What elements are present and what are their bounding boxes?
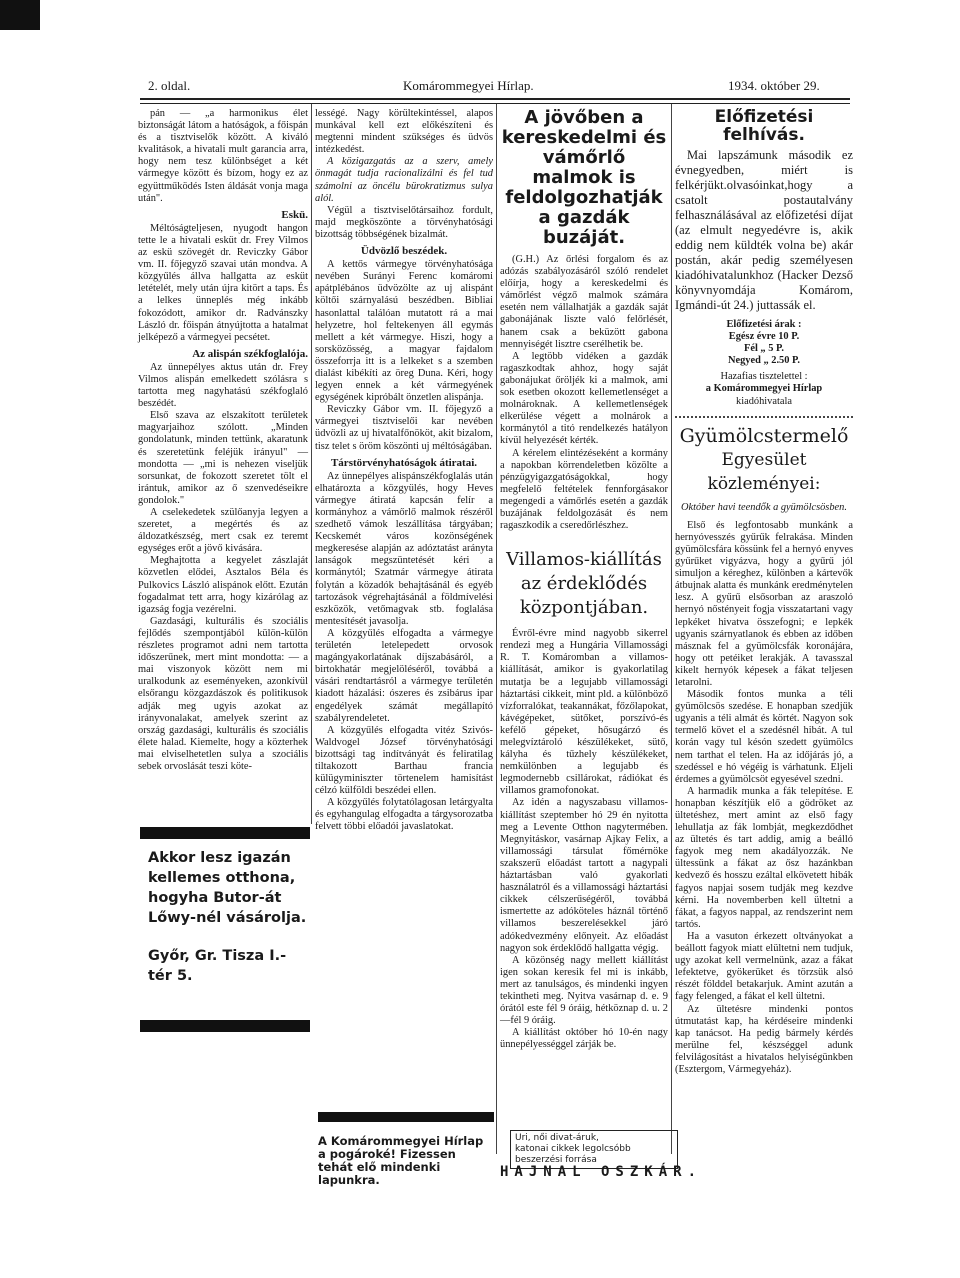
paragraph: A kiállítást október hó 10-én nagy ünnepélyességgel zárják be.	[500, 1027, 668, 1051]
page-number: 2. oldal.	[148, 78, 191, 93]
ad-line: kellemes otthona,	[148, 870, 296, 886]
column-divider-1	[311, 104, 312, 824]
paragraph: Első szava az elszakított területek magyarjaihoz szólott. „Minden gondolatunk, minden tettünk, akaratunk és szeretetünk feléjük irányul" — mondotta — „mi is nehezen viseljük sorsunkat, de fokozott szeretet tölt el irántuk, amikor az ő szenvedéseikre gondolok."	[138, 410, 308, 506]
ad-line: Akkor lesz igazán	[148, 850, 291, 866]
section-heading-esku: Eskü.	[281, 208, 308, 221]
paragraph: Végül a tisztviselőtársaihoz fordult, majd megköszönte a törvényhatósági bizottság többségének bizalmát.	[315, 204, 493, 240]
paragraph-italic: A közigazgatás az a szerv, amely önmagát tudja racionalizálni és fel tud számolni az öncélu bürokratizmus sulya alól.	[315, 156, 493, 204]
paragraph: A kérelem elintézéseként a kormány a napokban körrendeletben közölte a pénzügyigazgatóságokkal, hogy megfelelő feltételek fennforgásakor megengedi a vámőrlés esetén a gazdák buzájának feldolgozását és nem ragaszkodik a cseredőrlészhez.	[500, 447, 668, 532]
subscription-headline: Előfizetési felhívás.	[714, 107, 814, 145]
price-half: Fél „ 5 P.	[743, 343, 785, 355]
subscribe-notice: A Komárommegyei Hírlap a pogároké! Fizessen tehát elő mindenki lapunkra.	[318, 1134, 484, 1187]
paragraph: A közönség nagy mellett kiállítást igen sokan keresik fel mi is inkább, mert az tanulságos, és mindenki ingyen tekintheti meg. Nyitva vasárnap d. e. 9 órától este fél 9 óráig, hétköznap d. u. 2—fél 9 óráig.	[500, 954, 668, 1027]
paragraph: lességé. Nagy körültekintéssel, alapos munkával kell ezt előkészíteni és megtenni mindent szükséges és üdvös intézkedést.	[315, 108, 493, 156]
ad-line: beszerzési forrása	[515, 1155, 597, 1165]
paragraph: Méltóságteljesen, nyugodt hangon tette le a hivatali esküt dr. Frey Vilmos az eskü szövegét dr. Reviczky Gábor vm. II. főjegyző szavai után mondva. A közgyűlés állva hallgatta az esküt letételét, mely után újra kitört a taps. És a lelkes ünneplés még inkább fokozódott, amikor dr. Radvánszky László dr. főispán átnyújtotta a hatalmat jelképező a vármegyei pecsétet.	[138, 222, 308, 343]
section-heading-udvozlo: Üdvözlő beszédek.	[360, 245, 448, 258]
gyumolcs-headline-1: Gyümölcstermelő	[679, 424, 849, 447]
section-divider	[675, 412, 853, 418]
paragraph: Mai lapszámunk második ez évnegyedben, miért is felkérjükt.olvasóinkat,hogy a csatolt postautalvány felhasználásával az előfizetési díjat (az elmult negyedévre is, akik eddig nem küldték volna be) akár postán, akár pedig személyesen kiadóhivatalunkhoz (Hacker Dezső könyvnyomdája Komárom, Igmándi-út 24.) juttassák el.	[675, 148, 853, 312]
section-heading-tarstorveny: Társtörvényhatóságok átiratai.	[330, 456, 478, 469]
paragraph: Az ünnepélyes alispánszékfoglalás után elhatározta a közgyülés, hogy Heves vármegye átiratá kapcsán felír a kormányhoz a vámőrlő malmok részéről szedhető vámok leszállítása tárgyában; Kecskemét város kozönségének megkeresése alapján az adóztatást arányta lanságok megszüntetését kéri a kormánytól; Szatmár vármegye átirata folytán a közadók behajtásánál és egyéb tartozások végrehajtásánál a földmívelési eszközök, vetőmagvak stb. foglalása mentesítését javasolja.	[315, 470, 493, 627]
paragraph: Második fontos munka a téli gyümölcsös szedése. E honapban szedjük ugyanis a téli almát és körtét. Nagyon sok termelő követ el a szedésnél hibát. A tul korán vagy tul késón szedett gyümölcs nem tarthat el telen. Ha az időjárás jó, a szedéssel e hó végéig is várhatunk. Eljeli érdemes a gyümölcsöt egyesével szedni.	[675, 689, 853, 785]
scan-corner-mark	[0, 0, 40, 30]
price-year: Egész évre 10 P.	[728, 331, 800, 343]
gyumolcs-headline-2: Egyesület közleményei:	[707, 449, 821, 494]
hajnal-oszkar-name: HAJNAL OSZKÁR.	[500, 1164, 703, 1180]
paragraph: A kettős vármegye törvényhatósága nevében Surányi Ferenc komáromi apátplébános üdvözölte az uj alispánt költői szárnyalású beszédben. Bibliai hasonlattal találóan mutatott rá a mai helyzetre, hol feltekenyen áll egymás mellett a két vármegye. Hiszi, hogy a sorsközösség, a magyar fajdalom összeforrja itt is a lelkeket s a szemben dialást kibékíti az öreg Duna. Kéri, hogy legyen ennek a két vármegyének egységének kipróbált önzetlen alispánja.	[315, 259, 493, 404]
ad-line: katonai cikkek legolcsóbb	[515, 1144, 631, 1154]
paragraph: Az ünnepélyes aktus után dr. Frey Vilmos alispán emelkedett szólásra s tartotta meg nagyhatású székfoglaló beszédét.	[138, 361, 308, 410]
paragraph: Meghajtotta a kegyelet zászlaját közvetlen elődei, Asztalos Béla és Pulkovics László alispánok előtt. Ezután fogadalmat tett arra, hogy kizárólag az igazság fogja vezérelni.	[138, 555, 308, 615]
newspaper-title: Komárommegyei Hírlap.	[403, 78, 534, 93]
prices-title: Előfizetési árak :	[726, 319, 802, 330]
article-headline-villamos: Villamos-kiállítás az érdeklődés központjában.	[506, 549, 662, 619]
butor-advertisement	[148, 848, 310, 986]
column-1	[138, 108, 308, 773]
article-headline-malmok: A jövőben a kereskedelmi és vámőrlő malmok is feldolgozhatják a gazdák buzáját.	[501, 107, 667, 248]
ad-address: Győr, Gr. Tisza I.-tér 5.	[148, 948, 287, 984]
column-2	[315, 108, 493, 834]
paragraph: A közgyűlés folytatólagosan letárgyalta és egyhangulag elfogadta a tárgysorozatba felvett többi előadói javaslatokat.	[315, 797, 493, 833]
ad-top-bar	[140, 827, 310, 839]
section-heading-alispan: Az alispán székfoglalója.	[192, 347, 308, 360]
gyumolcs-subtitle: Október havi teendők a gyümölcsösben.	[681, 501, 847, 513]
paragraph: A harmadik munka a fák telepítése. E honapban készítjük elő a gödröket az ültetéshez, mert amint az első fagy lehullatja az fák lombját, megkezdődhet az ültetés és tart addig, amig a beálló fagyok meg nem akadályozzák. Ne ültessünk a fákat az ősz hazánkban kedvező és hosszu ezáltal elkövetett hibák fagyos napjai sosem tudják meg kezdve kérni. Ha novemberben kell ültetni a fákat, a fagyos nappal, az rendszerint nem tartós.	[675, 785, 853, 930]
paragraph: Reviczky Gábor vm. II. főjegyző a vármegyei tisztviselői kar nevében üdvözli az uj hivatalfőnököt, akit bizalom, tisz telet s öröm köszönti uj méltóságában.	[315, 404, 493, 452]
page-header	[148, 78, 848, 100]
paragraph: Első és legfontosabb munkánk a hernyóvesszés gyűrűk felrakása. Minden gyümölcsfára kössünk fel a hernyó enyves gyűrűket vigyázva, hogy a gyűrű jól simuljon a kéreghez, különben a kártevők átbujnak alatta és munkánk eredménytelen lesz. A gyűrű elsősorban az araszoló hernyó nőstényeit fogja visszatartani vagy lepkéket hivatva összefogni; e lepkék ugyanis szárnyatlanok és ebben az időben másznak fel a gyümölcsfák koronájára, hogy ott petéiket lerakják. A tavasszal kikelt hernyók képesek a fákat teljesen letarolni.	[675, 519, 853, 688]
column-4	[675, 108, 853, 1076]
publisher-office-line: kiadóhivatala	[736, 395, 792, 407]
ad-line: hogyha Butor-át	[148, 890, 282, 906]
column-divider-3	[671, 104, 672, 1154]
regards-line: Hazafias tisztelettel :	[720, 371, 808, 383]
paragraph: Évről-évre mind nagyobb sikerrel rendezi meg a Hungária Villamossági R. T. Komáromban a villamos-kiállítását, amikor is gyakorlatilag mutatja be a legujabb villamossági háztartási cikkeit, mint pld. a különböző vízforralókat, teakannákat, főzőlapokat, kávégépeket, sütőket, porszívó-és kefélő gépeket, hősugárzó és melegvíztároló készülékeket, sütő, kályha és tűzhely készülékeket, nemkülönben a legujabb és legmodernebb csillárokat, rádiókat és villamos gramofonokat.	[500, 628, 668, 797]
ad-line: Uri, női divat-áruk,	[515, 1133, 599, 1143]
header-rule	[140, 98, 850, 104]
column-3	[500, 108, 668, 1051]
subscribe-bar	[318, 1112, 494, 1122]
issue-date: 1934. október 29.	[728, 78, 820, 93]
paragraph: Gazdasági, kulturális és szociális fejlődés szempontjából külön-külön részletes programot adni nem tartotta időszerűnek, mert mint mondotta: — a mai viszonyok között nem mi uralkodunk az eseményeken, azonkívül elsőrangu közgazdászok és politikusok adják meg ugyis azokat az irányvonalakat, amelyek szerint az ország gazdasági, kulturális és szociális élete halad. Kiemelte, hogy a közterhek mai elviselhetetlen sulya a szociális sebek orvoslását teszi köte-	[138, 615, 308, 772]
ad-line: Lőwy-nél vásárolja.	[148, 910, 307, 926]
paragraph: A cselekedetek szülőanyja legyen a szeretet, a megértés és az áldozatkészség, mert csak ez teremt egységes erőt a jövő kivására.	[138, 507, 308, 555]
paragraph: (G.H.) Az őrlési forgalom és az adózás szabályozásáról szóló rendelet előírja, hogy a kereskedelmi és vámőrlést végző malmok számára esetén nem vállalhatják a gazdák saját gabonájának liszte való felőrlését, hanem csak a beküzött gabona mennyiségét lisztre cserélhetik be.	[500, 254, 668, 350]
paragraph: pán — „a harmonikus élet biztonságát látom a hatóságok, a főispán és a tisztviselők között. A kiváló kvalitások, a hivatali mult garancia arra, hogy nem tesz különbséget a két vármegye között és bízom, hogy ez az együttműködés Isten áldását vonja maga után".	[138, 108, 308, 204]
paragraph: A közgyűlés elfogadta vitéz Szivós-Waldvogel József törvényhatósági bizottsági tag indítványát és feliratilag tiltakozott Barthau francia külügyminiszter törtenelem hamisítást célzó külföldi beszédei ellen.	[315, 724, 493, 797]
price-quarter: Negyed „ 2.50 P.	[727, 355, 801, 367]
paragraph: Az idén a nagyszabasu villamos-kiállítást szeptember hó 29 én nyitotta meg a Levente Otthon nagytermében. Megnyitáskor, vasárnap Ajkay Felix, a villamossági társulat főmérnöke szakszerű előadást tartott a nagypali háztartásban való gyakorlati használatról és a villamossági háztartási cikkek célszerűségéről, továbbá ismertette az adóköteles háznál történő villamos beszerelésekkel járó adókedvezmény előnyeit. Az előadást nagyon sok érdeklődő hallgatta végig.	[500, 797, 668, 954]
paragraph: A legtöbb vidéken a gazdák ragaszkodtak ahhoz, hogy saját gabonájukat őröljék ki a malmok, ami sok esetben okozott kellemetlenséget a molnároknak. A kellemetlenségek elkerülése végett a molnárok a kormánytól a titó rendelkezés hatályon kívül helyezését kérték.	[500, 350, 668, 447]
paragraph: Az ültetésre mindenki pontos útmutatást kap, ha kérdéseire mindenki kap tanácsot. Ha pedig bármely kérdés merülne fel, készséggel adunk felvilágosítást a hivatalos helyiségünkben (Esztergom, Vármegyeház).	[675, 1003, 853, 1075]
paragraph: Ha a vasuton érkezett oltványokat a beállott fagyok miatt elültetni nem tudjuk, ugy azokat kell vermelnünk, azaz a fákat lefektetve, gyökerüket és törzsük alsó részét földdel betakarjuk. Amint azután a fagy felenged, a fákat el kell ültetni.	[675, 930, 853, 1003]
paragraph: A közgyűlés elfogadta a vármegye területén letelepedett orvosok magángyakorlatának díjszabásáról, a birtokhatár megjelöléséről, továbbá a vásári rendtartásról a vármegye területén kiadott házalási: ószeres és zsibárus ipar engedélyek számát megállapító szabályrendeletet.	[315, 627, 493, 724]
ad-bottom-bar	[140, 1020, 310, 1032]
column-divider-2	[496, 104, 497, 1154]
publisher-line: a Komárommegyei Hírlap	[705, 383, 823, 395]
